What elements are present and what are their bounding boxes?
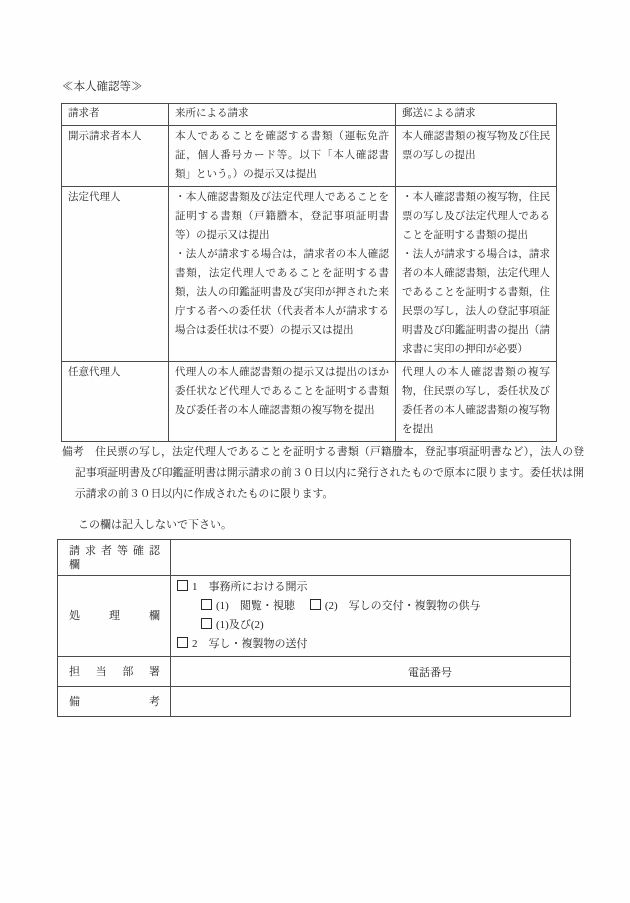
checkbox-icon[interactable] <box>310 599 321 610</box>
office-use-table <box>57 539 571 717</box>
in-person-requirement-cell <box>169 362 396 442</box>
requirement-text: ・法人が請求する場合は，請求者の本人確認書類，法定代理人であることを証明する書類，法人の印鑑証明書及び実印が押された来庁する者への委任状（代表者本人が請求する場合は委任状は不要）の提示又は提出 <box>175 249 389 336</box>
remarks-text: 住民票の写し，法定代理人であることを証明する書類（戸籍謄本，登記事項証明書など），法人の登記事項証明書及び印鑑証明書は開示請求の前３０日以内に発行されたもので原本に限ります。委任状は開示請求の前３０日以内に作成されたものに限ります。 <box>75 446 584 500</box>
remarks-note <box>62 442 584 505</box>
phone-number-label: 電話番号 <box>408 666 452 679</box>
checkbox-icon[interactable] <box>177 637 188 648</box>
checkbox-icon[interactable] <box>201 618 212 629</box>
processing-option-label: (1) 閲覧・視聴 <box>216 600 295 612</box>
requirement-text: ・本人確認書類及び法定代理人であることを証明する書類（戸籍謄本，登記事項証明書等）の提示又は提出 <box>175 192 389 241</box>
requester-confirmation-field[interactable] <box>171 540 571 576</box>
requirement-text: ・本人確認書類の複写物，住民票の写し及び法定代理人であることを証明する書類の提出 <box>402 192 550 241</box>
processing-option-line <box>201 616 564 635</box>
table-header-row <box>62 104 557 126</box>
document-title: ≪本人確認等≫ <box>62 81 143 93</box>
table-row-legal-representative <box>62 187 557 362</box>
requester-type-cell: 任意代理人 <box>62 362 169 442</box>
mail-requirement-cell <box>396 187 557 362</box>
notes-label: 備 考 <box>58 687 171 717</box>
processing-row <box>58 576 571 657</box>
department-field[interactable] <box>171 657 571 687</box>
checkbox-icon[interactable] <box>201 599 212 610</box>
department-row <box>58 657 571 687</box>
processing-option-line <box>201 597 564 616</box>
requirement-text: 本人であることを確認する書類（運転免許証，個人番号カード等。以下「本人確認書類」という。）の提示又は提出 <box>175 131 389 180</box>
requester-type-cell: 法定代理人 <box>62 187 169 362</box>
mail-requirement-cell <box>396 126 557 187</box>
processing-option-label: (2) 写しの交付・複製物の供与 <box>324 600 481 612</box>
identity-verification-table <box>61 103 557 442</box>
processing-option-label: 2 写し・複製物の送付 <box>192 638 308 650</box>
requirement-text: 代理人の本人確認書類の提示又は提出のほか委任状など代理人であることを証明する書類及び委任者の本人確認書類の複写物を提出 <box>175 367 389 416</box>
header-in-person-request: 来所による請求 <box>169 104 396 126</box>
processing-option-line <box>177 578 564 597</box>
table-row-voluntary-agent <box>62 362 557 442</box>
processing-option-label: 1 事務所における開示 <box>192 581 308 593</box>
processing-options-cell <box>171 576 571 657</box>
requirement-text: 代理人の本人確認書類の複写物，住民票の写し，委任状及び委任者の本人確認書類の複写物を提出 <box>402 367 550 435</box>
processing-option-line <box>177 635 564 654</box>
header-requester: 請求者 <box>62 104 169 126</box>
requester-confirmation-label: 請 求 者 等 確 認 欄 <box>58 540 171 576</box>
mail-requirement-cell <box>396 362 557 442</box>
in-person-requirement-cell <box>169 187 396 362</box>
department-label: 担 当 部 署 <box>58 657 171 687</box>
header-mail-request: 郵送による請求 <box>396 104 557 126</box>
processing-option-label: (1)及び(2) <box>216 619 264 631</box>
table-row-principal <box>62 126 557 187</box>
requirement-text: ・法人が請求する場合は，請求者の本人確認書類，法定代理人であることを証明する書類，住民票の写し，法人の登記事項証明書及び印鑑証明書の提出（請求書に実印の押印が必要） <box>402 249 550 355</box>
requirement-text: 本人確認書類の複写物及び住民票の写しの提出 <box>402 131 550 161</box>
checkbox-icon[interactable] <box>177 580 188 591</box>
notes-row <box>58 687 571 717</box>
requester-confirmation-row <box>58 540 571 576</box>
requester-type-cell: 開示請求者本人 <box>62 126 169 187</box>
notes-field[interactable] <box>171 687 571 717</box>
in-person-requirement-cell <box>169 126 396 187</box>
remarks-label: 備考 <box>62 446 84 458</box>
office-use-instruction: この欄は記入しないで下さい。 <box>78 519 232 531</box>
processing-label: 処 理 欄 <box>58 576 171 657</box>
